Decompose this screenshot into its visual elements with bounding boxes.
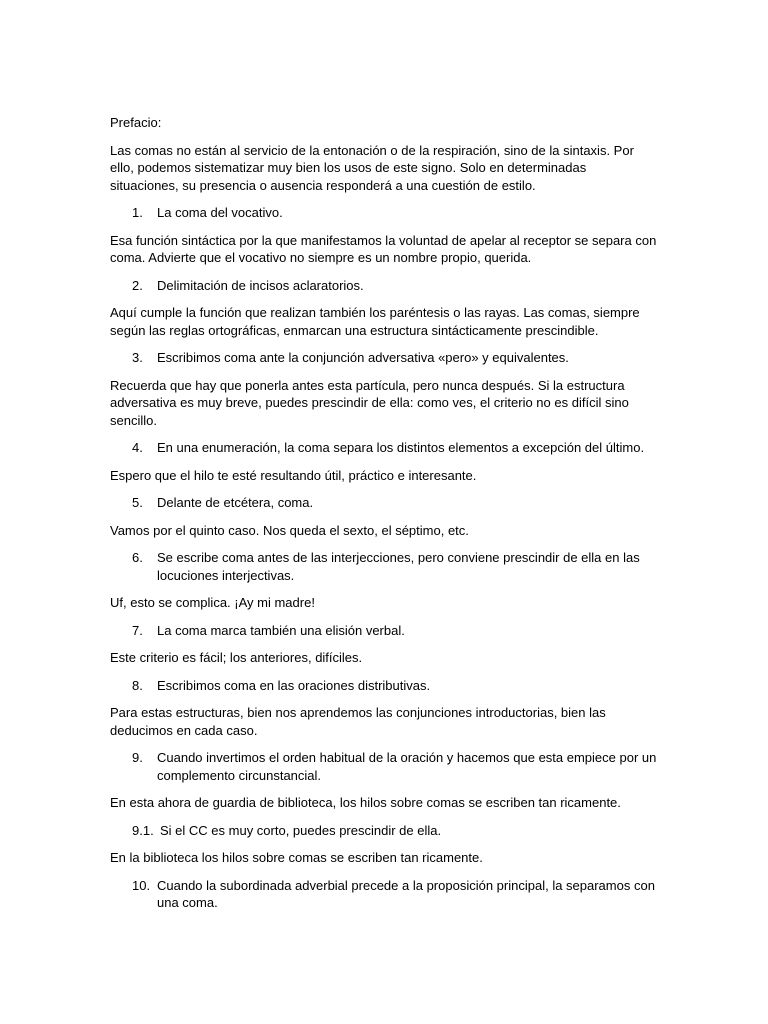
body-paragraph: Este criterio es fácil; los anteriores, difíciles. bbox=[110, 650, 363, 665]
sub-list-item bbox=[110, 822, 658, 840]
list-item-number: 9.1. bbox=[132, 822, 154, 838]
list-item bbox=[110, 204, 658, 222]
list-item-text: Se escribe coma antes de las interjecciones, pero conviene prescindir de ella en las locuciones interjectivas. bbox=[157, 550, 640, 583]
list-item bbox=[110, 439, 658, 457]
body-paragraph: Recuerda que hay que ponerla antes esta partícula, pero nunca después. Si la estructura adversativa es muy breve, puedes prescindir de ella: como ves, el criterio no es difícil sino sencillo. bbox=[110, 377, 629, 428]
list-item-number: 10. bbox=[132, 877, 151, 893]
list-item bbox=[110, 877, 658, 912]
body-paragraph: Para estas estructuras, bien nos aprendemos las conjunciones introductorias, bien las deducimos en cada caso. bbox=[110, 705, 606, 738]
list-item bbox=[110, 749, 658, 784]
list-item-text: Escribimos coma en las oraciones distributivas. bbox=[157, 677, 431, 693]
list-item bbox=[110, 349, 658, 367]
list-item-text: Si el CC es muy corto, puedes prescindir de ella. bbox=[160, 822, 442, 838]
list-item-text: Delante de etcétera, coma. bbox=[157, 495, 314, 510]
list-item-number: 6. bbox=[132, 550, 143, 565]
body-paragraph: En la biblioteca los hilos sobre comas se escriben tan ricamente. bbox=[110, 850, 483, 865]
list-item-number: 2. bbox=[132, 277, 143, 293]
list-item-number: 5. bbox=[132, 495, 143, 510]
list-item-number: 8. bbox=[132, 677, 143, 693]
list-item bbox=[110, 549, 658, 584]
list-item-number: 1. bbox=[132, 205, 143, 220]
body-paragraph: Las comas no están al servicio de la entonación o de la respiración, sino de la sintaxis. Por ello, podemos sistematizar muy bien los usos de este signo. Solo en determinadas situaciones, su presencia o ausencia responderá a una cuestión de estilo. bbox=[110, 142, 634, 193]
body-paragraph: Aquí cumple la función que realizan también los paréntesis o las rayas. Las comas, siempre según las reglas ortográficas, enmarcan una estructura sintácticamente prescindible. bbox=[110, 305, 640, 338]
list-item-text: Escribimos coma ante la conjunción adversativa «pero» y equivalentes. bbox=[157, 350, 569, 365]
body-paragraph: Esa función sintáctica por la que manifestamos la voluntad de apelar al receptor se separa con coma. Advierte que el vocativo no siempre es un nombre propio, querida. bbox=[110, 232, 657, 265]
body-paragraph: Vamos por el quinto caso. Nos queda el sexto, el séptimo, etc. bbox=[110, 522, 469, 538]
list-item-text: La coma del vocativo. bbox=[157, 205, 283, 220]
body-paragraph: Espero que el hilo te esté resultando útil, práctico e interesante. bbox=[110, 467, 477, 483]
list-item-text: Cuando la subordinada adverbial precede a la proposición principal, la separamos con una coma. bbox=[157, 877, 655, 910]
list-item-number: 3. bbox=[132, 350, 143, 365]
list-item-number: 9. bbox=[132, 750, 143, 765]
body-paragraph: En esta ahora de guardia de biblioteca, los hilos sobre comas se escriben tan ricamente. bbox=[110, 795, 621, 810]
list-item-text: La coma marca también una elisión verbal. bbox=[157, 622, 405, 638]
list-item bbox=[110, 277, 658, 295]
list-item bbox=[110, 494, 658, 512]
document-heading: Prefacio: bbox=[110, 115, 162, 130]
list-item-text: Cuando invertimos el orden habitual de la oración y hacemos que esta empiece por un complemento circunstancial. bbox=[157, 750, 657, 783]
document-page bbox=[110, 114, 658, 922]
list-item-number: 4. bbox=[132, 440, 143, 455]
body-paragraph: Uf, esto se complica. ¡Ay mi madre! bbox=[110, 595, 315, 610]
list-item bbox=[110, 622, 658, 640]
list-item-text: Delimitación de incisos aclaratorios. bbox=[157, 277, 364, 293]
list-item bbox=[110, 677, 658, 695]
list-item-text: En una enumeración, la coma separa los distintos elementos a excepción del último. bbox=[157, 440, 645, 455]
list-item-number: 7. bbox=[132, 622, 143, 638]
